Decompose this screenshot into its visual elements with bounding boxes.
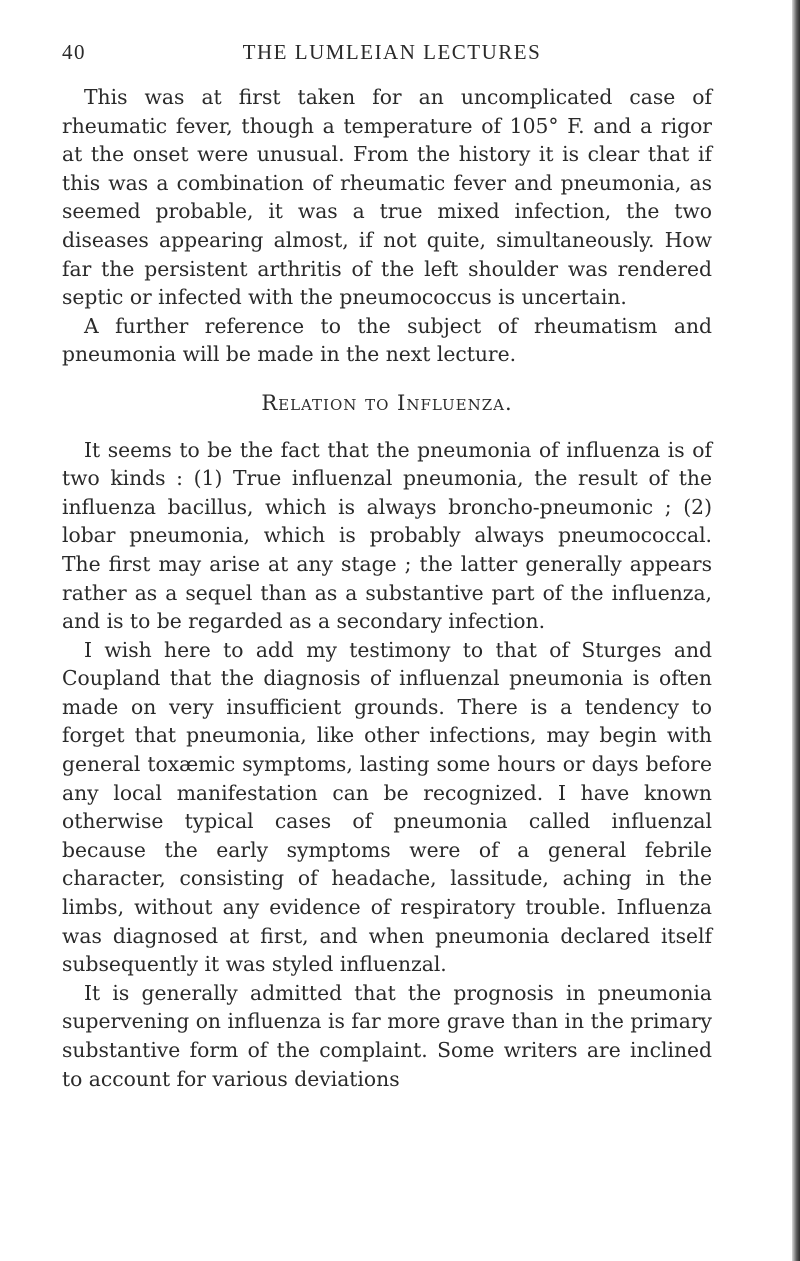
running-head <box>62 40 722 70</box>
paragraph-testimony: I wish here to add my testimony to that of Sturges and Coupland that the diagnosis of influenzal pneumonia is often made on very insufficient grounds. There is a tendency to forget that pneumonia, like other infections, may begin with general toxæmic symptoms, lasting some hours or days before any local manifestation can be recognized. I have known otherwise typical cases of pneumonia called influenzal because the early symptoms were of a general febrile character, consisting of headache, lassitude, aching in the limbs, without any evidence of respiratory trouble. Influenza was diagnosed at first, and when pneumonia declared itself subsequently it was styled influenzal. <box>62 637 712 977</box>
section-heading: Relation to Influenza. <box>261 390 513 415</box>
page-number: 40 <box>62 40 86 64</box>
running-head-title: THE LUMLEIAN LECTURES <box>242 40 542 64</box>
paragraph-further-reference: A further reference to the subject of rheumatism and pneumonia will be made in the next lecture. <box>62 313 712 367</box>
paragraph-rheumatic-case: This was at first taken for an uncomplicated case of rheumatic fever, though a temperature of 105° F. and a rigor at the onset were unusual. From the history it is clear that if this was a combination of rheumatic fever and pneumonia, as seemed probable, it was a true mixed infection, the two diseases appearing almost, if not quite, simultaneously. How far the persistent arthritis of the left shoulder was rendered septic or infected with the pneumococcus is uncertain. <box>62 85 712 310</box>
paragraph-prognosis: It is generally admitted that the prognosis in pneumonia supervening on influenza is far more grave than in the primary substantive form of the complaint. Some writers are inclined to account for various deviations <box>62 980 712 1091</box>
body-text <box>62 83 712 1093</box>
page-edge-shadow <box>792 0 800 1261</box>
paragraph-two-kinds: It seems to be the fact that the pneumonia of influenza is of two kinds : (1) True influenzal pneumonia, the result of the influenza bacillus, which is always broncho-pneumonic ; (2) lobar pneumonia, which is probably always pneumococcal. The first may arise at any stage ; the latter generally appears rather as a sequel than as a substantive part of the influenza, and is to be regarded as a secondary infection. <box>62 437 712 634</box>
